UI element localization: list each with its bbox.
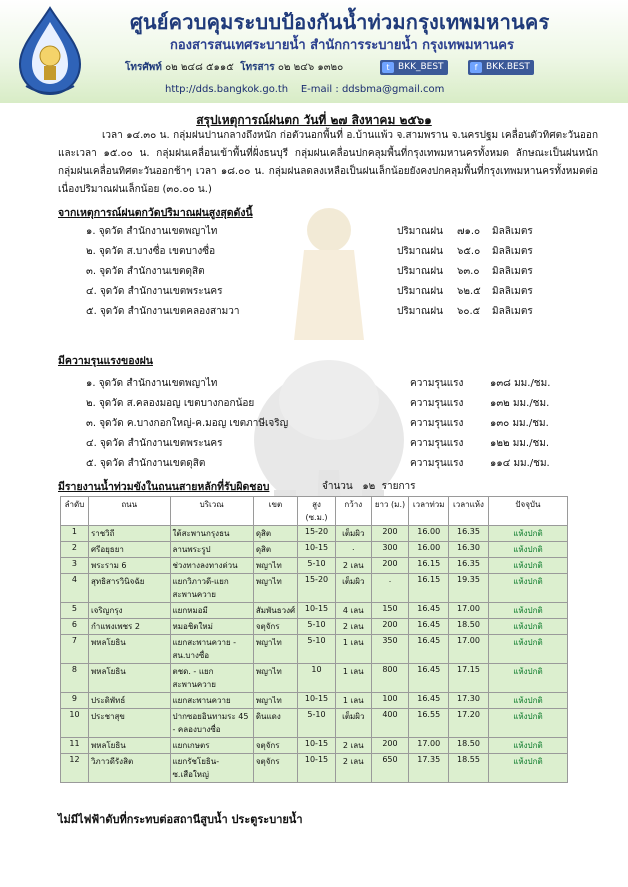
- cell-depth: 5-10: [298, 709, 336, 738]
- flood-count-value: ๑๒: [362, 481, 376, 492]
- cell-location: ช่วงทางลงทางด่วน: [170, 558, 253, 574]
- cell-road: กำแพงเพชร 2: [88, 619, 170, 635]
- cell-location: แยกรัชโยธิน- ซ.เสือใหญ่: [170, 754, 253, 783]
- cell-district: พญาไท: [253, 635, 297, 664]
- cell-road: ประชาสุข: [88, 709, 170, 738]
- cell-dry-time: 17.15: [449, 664, 489, 693]
- intensity-label: ความรุนแรง: [410, 438, 464, 449]
- cell-flood-time: 16.55: [409, 709, 449, 738]
- rain-value: ๖๐.๕: [457, 306, 481, 317]
- rain-label: ปริมาณฝน: [397, 286, 443, 297]
- table-row: [61, 693, 568, 709]
- cell-width: เต็มผิว: [335, 709, 371, 738]
- cell-dry-time: 17.00: [449, 635, 489, 664]
- cell-length: .: [371, 574, 409, 603]
- cell-dry-time: 19.35: [449, 574, 489, 603]
- intensity-station: ๕. จุดวัด สำนักงานเขตดุสิต: [86, 458, 206, 469]
- intensity-label: ความรุนแรง: [410, 458, 464, 469]
- cell-length: 650: [371, 754, 409, 783]
- intensity-station: ๒. จุดวัด ส.คลองมอญ เขตบางกอกน้อย: [86, 398, 255, 409]
- cell-flood-time: 17.00: [409, 738, 449, 754]
- cell-district: ดุสิต: [253, 542, 297, 558]
- cell-depth: 5-10: [298, 619, 336, 635]
- rain-section-heading: จากเหตุการณ์ฝนตกวัดปริมาณฝนสูงสุดดังนี้: [58, 207, 253, 219]
- cell-road: วิภาวดีรังสิต: [88, 754, 170, 783]
- cell-row-index: 11: [61, 738, 89, 754]
- cell-status: แห้งปกติ: [488, 738, 567, 754]
- rain-station: ๒. จุดวัด ส.บางซื่อ เขตบางซื่อ: [86, 246, 216, 257]
- cell-road: พหลโยธิน: [88, 738, 170, 754]
- cell-row-index: 7: [61, 635, 89, 664]
- cell-flood-time: 16.45: [409, 693, 449, 709]
- cell-location: แยกสะพานควาย - สน.บางซื่อ: [170, 635, 253, 664]
- table-row: [61, 619, 568, 635]
- cell-district: พญาไท: [253, 664, 297, 693]
- cell-flood-time: 16.45: [409, 619, 449, 635]
- cell-status: แห้งปกติ: [488, 542, 567, 558]
- cell-status: แห้งปกติ: [488, 558, 567, 574]
- cell-depth: 5-10: [298, 635, 336, 664]
- cell-district: จตุจักร: [253, 754, 297, 783]
- col-header: ถนน: [88, 497, 170, 526]
- cell-district: สัมพันธวงศ์: [253, 603, 297, 619]
- cell-road: ราชวิถี: [88, 526, 170, 542]
- rain-value: ๗๑.๐: [457, 226, 481, 237]
- cell-length: 400: [371, 709, 409, 738]
- cell-status: แห้งปกติ: [488, 526, 567, 542]
- cell-depth: 10: [298, 664, 336, 693]
- flood-heading-text: มีรายงานน้ำท่วมขังในถนนสายหลักที่รับผิดชอบ: [58, 481, 270, 493]
- cell-width: 2 เลน: [335, 619, 371, 635]
- cell-depth: 10-15: [298, 754, 336, 783]
- cell-width: 1 เลน: [335, 693, 371, 709]
- flood-table: [60, 496, 568, 783]
- cell-location: หมอชิตใหม่: [170, 619, 253, 635]
- cell-length: 200: [371, 619, 409, 635]
- intensity-value: ๑๑๔ มม./ชม.: [490, 458, 550, 469]
- fax-number: ๐๒ ๒๔๖ ๑๓๒๐: [277, 62, 344, 73]
- contact-line: [125, 60, 343, 75]
- table-row: [61, 574, 568, 603]
- cell-flood-time: 16.45: [409, 635, 449, 664]
- cell-flood-time: 16.15: [409, 574, 449, 603]
- cell-row-index: 8: [61, 664, 89, 693]
- intensity-station: ๔. จุดวัด สำนักงานเขตพระนคร: [86, 438, 223, 449]
- cell-depth: 15-20: [298, 574, 336, 603]
- cell-district: พญาไท: [253, 574, 297, 603]
- cell-dry-time: 17.30: [449, 693, 489, 709]
- table-row: [61, 754, 568, 783]
- col-header: บริเวณ: [170, 497, 253, 526]
- footer-note: ไม่มีไฟฟ้าดับที่กระทบต่อสถานีสูบน้ำ ประตูระบายน้ำ: [58, 813, 303, 826]
- cell-width: 1 เลน: [335, 664, 371, 693]
- col-header: ลำดับ: [61, 497, 89, 526]
- cell-status: แห้งปกติ: [488, 664, 567, 693]
- cell-road: ศรีอยุธยา: [88, 542, 170, 558]
- cell-row-index: 9: [61, 693, 89, 709]
- cell-length: 350: [371, 635, 409, 664]
- twitter-handle: BKK_BEST: [398, 62, 444, 72]
- cell-row-index: 6: [61, 619, 89, 635]
- cell-flood-time: 16.45: [409, 664, 449, 693]
- cell-length: 150: [371, 603, 409, 619]
- table-row: [61, 738, 568, 754]
- cell-row-index: 3: [61, 558, 89, 574]
- flood-table-body: [61, 526, 568, 783]
- cell-depth: 10-15: [298, 693, 336, 709]
- cell-row-index: 5: [61, 603, 89, 619]
- col-header: เวลาท่วม: [409, 497, 449, 526]
- intensity-value: ๑๒๒ มม./ชม.: [490, 438, 549, 449]
- col-header: เขต: [253, 497, 297, 526]
- website-link[interactable]: http://dds.bangkok.go.th: [165, 84, 289, 95]
- cell-status: แห้งปกติ: [488, 709, 567, 738]
- cell-district: พญาไท: [253, 693, 297, 709]
- rain-unit: มิลลิเมตร: [492, 266, 533, 277]
- cell-location: ลานพระรูป: [170, 542, 253, 558]
- cell-dry-time: 16.35: [449, 526, 489, 542]
- cell-length: 800: [371, 664, 409, 693]
- cell-flood-time: 17.35: [409, 754, 449, 783]
- intensity-value: ๑๓๐ มม./ชม.: [490, 418, 549, 429]
- flood-count-unit: รายการ: [381, 481, 416, 492]
- cell-road: พหลโยธิน: [88, 664, 170, 693]
- cell-dry-time: 17.20: [449, 709, 489, 738]
- rain-label: ปริมาณฝน: [397, 306, 443, 317]
- cell-length: 200: [371, 558, 409, 574]
- cell-district: จตุจักร: [253, 738, 297, 754]
- cell-dry-time: 17.00: [449, 603, 489, 619]
- cell-length: 200: [371, 526, 409, 542]
- intensity-label: ความรุนแรง: [410, 378, 464, 389]
- table-row: [61, 709, 568, 738]
- cell-location: แยกหมอมี: [170, 603, 253, 619]
- rain-station: ๑. จุดวัด สำนักงานเขตพญาไท: [86, 226, 218, 237]
- rain-station: ๓. จุดวัด สำนักงานเขตดุสิต: [86, 266, 205, 277]
- web-contact-line: [165, 84, 444, 95]
- table-row: [61, 558, 568, 574]
- cell-dry-time: 18.50: [449, 738, 489, 754]
- intensity-section-heading: มีความรุนแรงของฝน: [58, 355, 153, 367]
- table-row: [61, 603, 568, 619]
- intensity-value: ๑๓๒ มม./ชม.: [490, 398, 550, 409]
- cell-location: ใต้สะพานกรุงธน: [170, 526, 253, 542]
- cell-dry-time: 18.55: [449, 754, 489, 783]
- rain-unit: มิลลิเมตร: [492, 226, 533, 237]
- cell-dry-time: 16.30: [449, 542, 489, 558]
- cell-width: เต็มผิว: [335, 526, 371, 542]
- cell-location: แยกสะพานควาย: [170, 693, 253, 709]
- cell-dry-time: 16.35: [449, 558, 489, 574]
- flood-count: [322, 479, 416, 494]
- cell-width: 2 เลน: [335, 754, 371, 783]
- cell-length: 300: [371, 542, 409, 558]
- cell-width: 2 เลน: [335, 558, 371, 574]
- table-row: [61, 635, 568, 664]
- cell-length: 100: [371, 693, 409, 709]
- cell-flood-time: 16.15: [409, 558, 449, 574]
- letterhead: [0, 0, 628, 103]
- cell-flood-time: 16.45: [409, 603, 449, 619]
- cell-width: เต็มผิว: [335, 574, 371, 603]
- cell-district: จตุจักร: [253, 619, 297, 635]
- cell-status: แห้งปกติ: [488, 635, 567, 664]
- twitter-badge[interactable]: [380, 60, 448, 75]
- rain-unit: มิลลิเมตร: [492, 306, 533, 317]
- rain-unit: มิลลิเมตร: [492, 286, 533, 297]
- cell-status: แห้งปกติ: [488, 693, 567, 709]
- cell-width: 1 เลน: [335, 635, 371, 664]
- table-header-row: [61, 497, 568, 526]
- division-subtitle: กองสารสนเทศระบายน้ำ สำนักการระบายน้ำ กรุงเทพมหานคร: [170, 38, 514, 53]
- rain-label: ปริมาณฝน: [397, 226, 443, 237]
- fax-label: โทรสาร: [240, 62, 275, 73]
- cell-row-index: 2: [61, 542, 89, 558]
- rain-value: ๖๓.๐: [457, 266, 480, 277]
- facebook-icon: f: [470, 62, 482, 73]
- cell-flood-time: 16.00: [409, 542, 449, 558]
- cell-district: ดุสิต: [253, 526, 297, 542]
- cell-road: พระราม 6: [88, 558, 170, 574]
- report-summary: เวลา ๑๔.๓๐ น. กลุ่มฝนปานกลางถึงหนัก ก่อตัวนอกพื้นที่ อ.บ้านแพ้ว จ.สามพราน จ.นครปฐม เคลื่อนตัวทิศตะวันออก และเวลา ๑๕.๐๐ น. กลุ่มฝนเคลื่อนเข้าพื้นที่ฝั่งธนบุรี กลุ่มฝนเคลื่อนปกคลุมพื้นที่กรุงเทพมหานครทั้งหมด ลักษณะเป็นฝนหนัก กลุ่มฝนเคลื่อนทิศตะวันออกช้าๆ เวลา ๑๘.๐๐ น. กลุ่มฝนลดลงเหลือเป็นฝนเล็กน้อยยังคงปกคลุมพื้นที่กรุงเทพมหานครทั้งหมดต่อเนื่องปริมาณฝนเล็กน้อย (๓๐.๐๐ น.): [58, 130, 598, 195]
- col-header: ปัจจุบัน: [488, 497, 567, 526]
- cell-road: พหลโยธิน: [88, 635, 170, 664]
- cell-row-index: 4: [61, 574, 89, 603]
- rain-label: ปริมาณฝน: [397, 246, 443, 257]
- table-row: [61, 664, 568, 693]
- table-row: [61, 542, 568, 558]
- cell-road: สุทธิสารวินิจฉัย: [88, 574, 170, 603]
- cell-length: 200: [371, 738, 409, 754]
- cell-row-index: 12: [61, 754, 89, 783]
- center-name-heading: ศูนย์ควบคุมระบบป้องกันน้ำท่วมกรุงเทพมหานคร: [130, 10, 550, 34]
- cell-location: แยกวิภาวดี-แยกสะพานควาย: [170, 574, 253, 603]
- cell-width: .: [335, 542, 371, 558]
- intensity-station: ๑. จุดวัด สำนักงานเขตพญาไท: [86, 378, 218, 389]
- flood-count-label: จำนวน: [322, 481, 353, 492]
- facebook-badge[interactable]: [468, 60, 534, 75]
- rain-value: ๖๕.๐: [457, 246, 481, 257]
- cell-row-index: 1: [61, 526, 89, 542]
- cell-location: ปากซอยอินทามระ 45 - คลองบางซื่อ: [170, 709, 253, 738]
- cell-district: พญาไท: [253, 558, 297, 574]
- cell-status: แห้งปกติ: [488, 574, 567, 603]
- cell-status: แห้งปกติ: [488, 754, 567, 783]
- intensity-label: ความรุนแรง: [410, 398, 464, 409]
- cell-status: แห้งปกติ: [488, 603, 567, 619]
- report-title: สรุปเหตุการณ์ฝนตก วันที่ ๒๗ สิงหาคม ๒๕๖๑: [196, 113, 432, 127]
- flood-section-heading: [58, 478, 269, 495]
- intensity-value: ๑๓๘ มม./ชม.: [490, 378, 551, 389]
- cell-row-index: 10: [61, 709, 89, 738]
- facebook-handle: BKK.BEST: [486, 62, 530, 72]
- email-link[interactable]: E-mail : ddsbma@gmail.com: [300, 84, 445, 95]
- cell-location: แยกเกษตร: [170, 738, 253, 754]
- rain-station: ๔. จุดวัด สำนักงานเขตพระนคร: [86, 286, 223, 297]
- cell-flood-time: 16.00: [409, 526, 449, 542]
- twitter-icon: t: [382, 62, 394, 73]
- cell-width: 4 เลน: [335, 603, 371, 619]
- cell-location: ตชด. - แยกสะพานควาย: [170, 664, 253, 693]
- cell-depth: 10-15: [298, 603, 336, 619]
- cell-status: แห้งปกติ: [488, 619, 567, 635]
- cell-road: ประดิพัทธ์: [88, 693, 170, 709]
- rain-station: ๕. จุดวัด สำนักงานเขตคลองสามวา: [86, 306, 240, 317]
- col-header: ยาว (ม.): [371, 497, 409, 526]
- col-header: สูง (ซ.ม.): [298, 497, 336, 526]
- col-header: เวลาแห้ง: [449, 497, 489, 526]
- phone-number: ๐๒ ๒๔๘ ๕๑๑๕: [165, 62, 234, 73]
- water-drop-logo-icon: [6, 4, 94, 100]
- phone-label: โทรศัพท์: [125, 62, 162, 73]
- cell-dry-time: 18.50: [449, 619, 489, 635]
- table-row: [61, 526, 568, 542]
- rain-value: ๖๒.๕: [457, 286, 481, 297]
- rain-label: ปริมาณฝน: [397, 266, 443, 277]
- cell-district: ดินแดง: [253, 709, 297, 738]
- intensity-label: ความรุนแรง: [410, 418, 464, 429]
- cell-depth: 10-15: [298, 542, 336, 558]
- rain-unit: มิลลิเมตร: [492, 246, 533, 257]
- cell-road: เจริญกรุง: [88, 603, 170, 619]
- cell-depth: 5-10: [298, 558, 336, 574]
- cell-depth: 15-20: [298, 526, 336, 542]
- cell-depth: 10-15: [298, 738, 336, 754]
- col-header: กว้าง: [335, 497, 371, 526]
- cell-width: 2 เลน: [335, 738, 371, 754]
- intensity-station: ๓. จุดวัด ค.บางกอกใหญ่-ค.มอญ เขตภาษีเจริญ: [86, 418, 289, 429]
